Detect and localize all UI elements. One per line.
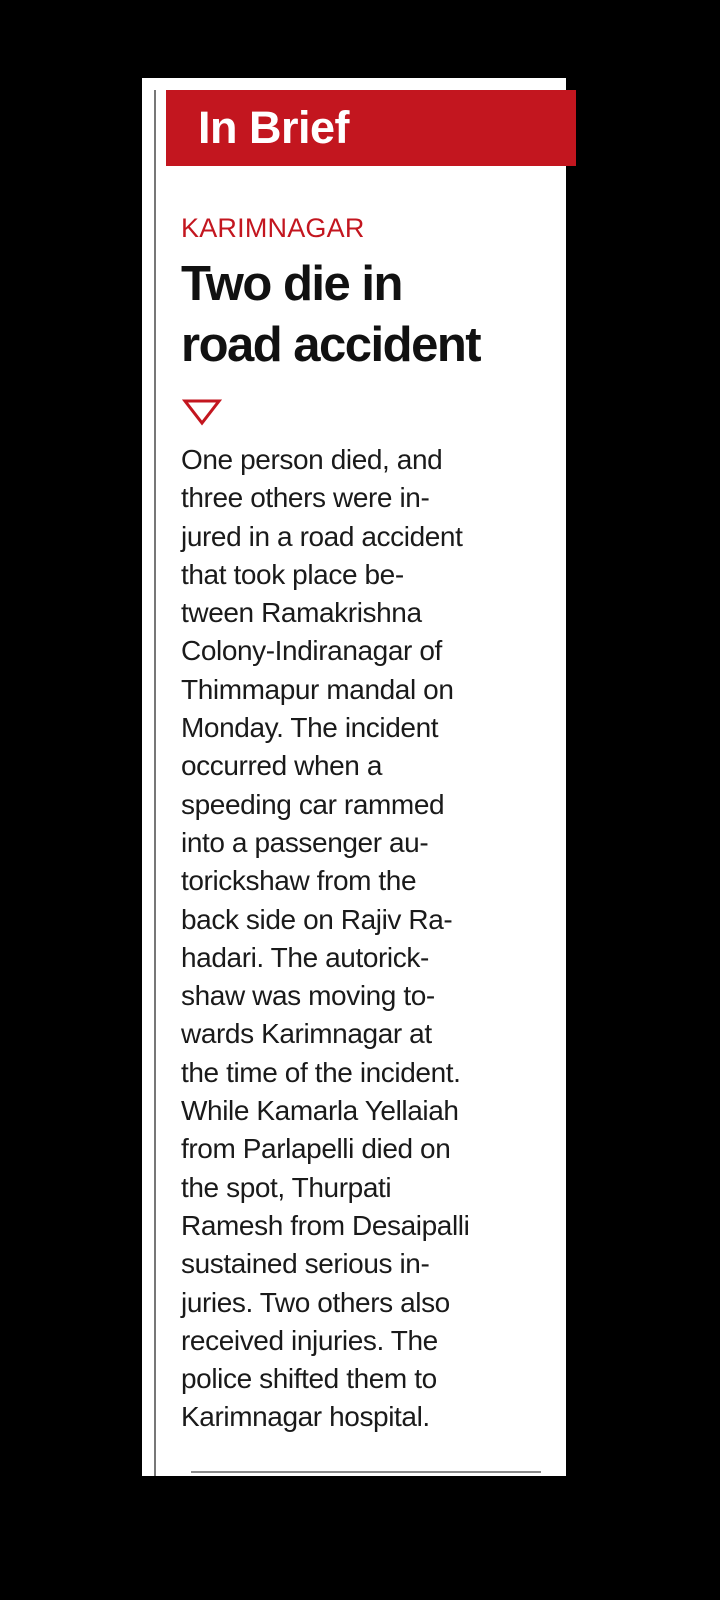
body-line: One person died, and [181,444,443,475]
headline-line: road accident [181,318,481,372]
body-line: occurred when a [181,750,383,782]
body-line: shaw was moving to- [181,980,435,1012]
body-line: three others were in- [181,482,430,514]
body-line: wards Karimnagar at [181,1018,432,1050]
section-title: In Brief [198,102,350,153]
section-banner [166,90,576,166]
body-line: that took place be- [181,558,404,590]
bottom-divider [191,1471,541,1473]
headline-line: Two die in [181,257,402,311]
body-line: police shifted them to [181,1363,437,1395]
body-line: Karimnagar hospital. [181,1401,430,1433]
body-line: from Parlapelli died on [181,1133,451,1165]
dateline-kicker: KARIMNAGAR [181,213,365,243]
body-line: jured in a road accident [181,520,463,552]
body-line: into a passenger au- [181,826,429,858]
body-line: sustained serious in- [181,1248,430,1280]
news-clipping [142,78,566,1476]
body-line: Thimmapur mandal on [181,673,454,705]
article-headline [181,254,561,376]
down-triangle-icon [182,398,222,426]
body-line: the spot, Thurpati [181,1171,392,1203]
body-line: While Kamarla Yellaiah [181,1095,459,1127]
body-line: received injuries. The [181,1324,438,1356]
body-line: Monday. The incident [181,712,439,744]
body-line: hadari. The autorick- [181,941,429,973]
body-line: back side on Rajiv Ra- [181,903,453,935]
body-line: the time of the incident. [181,1056,461,1088]
body-line: speeding car rammed [181,788,445,820]
body-line: Ramesh from Desaipalli [181,1209,470,1241]
body-line: tween Ramakrishna [181,597,422,629]
body-line: juries. Two others also [181,1286,450,1318]
article-body [181,441,561,1437]
column-rule [154,90,156,1476]
body-line: Colony-Indiranagar of [181,635,442,667]
body-line: torickshaw from the [181,865,417,897]
